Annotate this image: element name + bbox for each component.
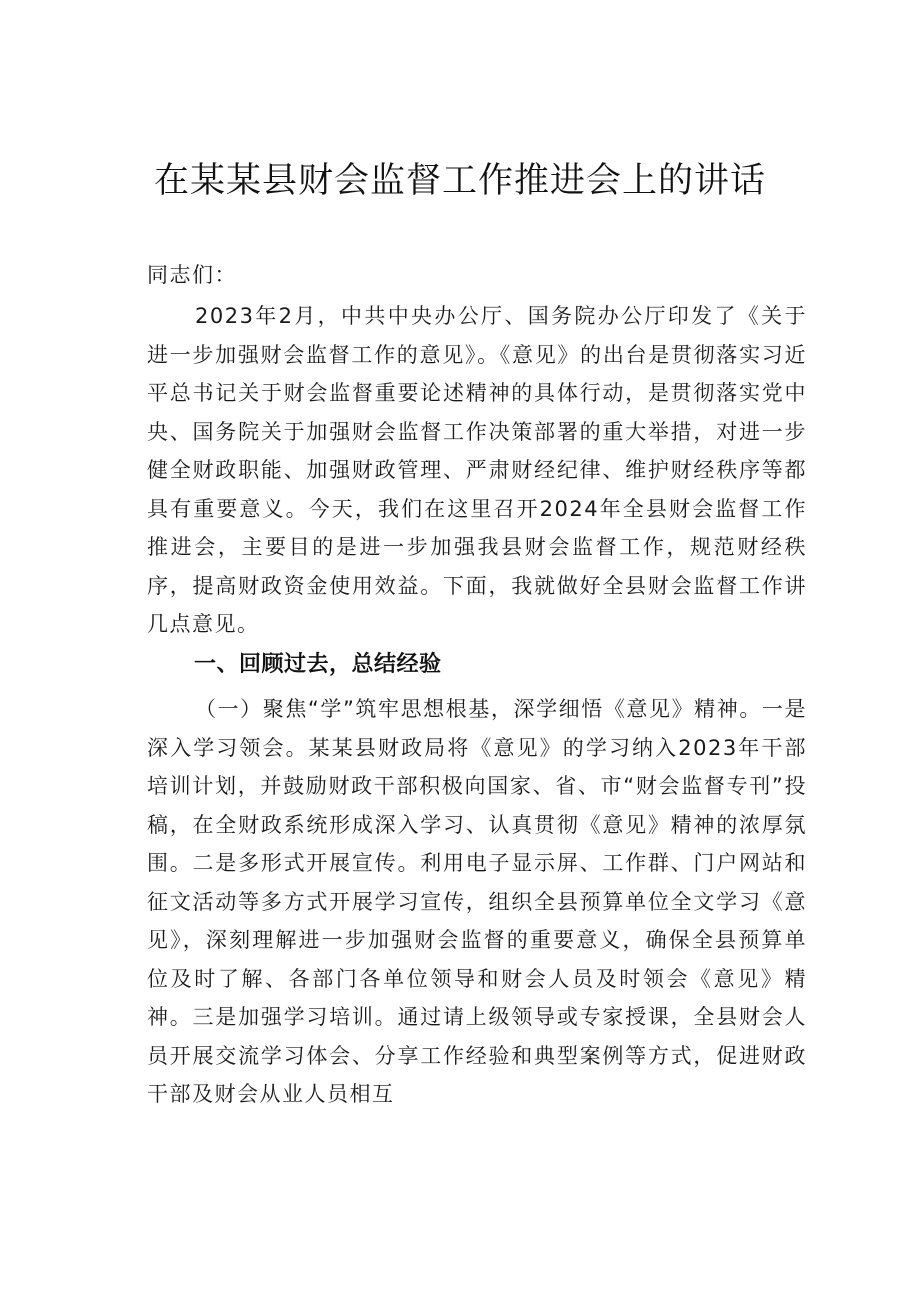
section-paragraph: （一）聚焦“学”筑牢思想根基，深学细悟《意见》精神。一是深入学习领会。某某县财政局将《意见》的学习纳入2023年干部培训计划，并鼓励财政干部积极向国家、省、市“财会监督专刊”投稿，在全财政系统形成深入学习、认真贯彻《意见》精神的浓厚氛围。二是多形式开展宣传。利用电子显示屏、工作群、门户网站和征文活动等多方式开展学习宣传，组织全县预算单位全文学习《意见》，深刻理解进一步加强财会监督的重要意义，确保全县预算单位及时了解、各部门各单位领导和财会人员及时领会《意见》精神。三是加强学习培训。通过请上级领导或专家授课，全县财会人员开展交流学习体会、分享工作经验和典型案例等方式，促进财政干部及财会从业人员相互 bbox=[147, 697, 807, 1106]
intro-paragraph: 2023年2月，中共中央办公厅、国务院办公厅印发了《关于进一步加强财会监督工作的意见》。《意见》的出台是贯彻落实习近平总书记关于财会监督重要论述精神的具体行动，是贯彻落实党中央、国务院关于加强财会监督工作决策部署的重大举措，对进一步健全财政职能、加强财政管理、严肃财经纪律、维护财经秩序等都具有重要意义。今天，我们在这里召开2024年全县财会监督工作推进会，主要目的是进一步加强我县财会监督工作，规范财经秩序，提高财政资金使用效益。下面，我就做好全县财会监督工作讲几点意见。 bbox=[147, 304, 807, 636]
salutation: 同志们： bbox=[147, 263, 237, 287]
section-heading: 一、回顾过去，总结经验 bbox=[194, 652, 442, 677]
document-title: 在某某县财会监督工作推进会上的讲话 bbox=[153, 161, 766, 201]
